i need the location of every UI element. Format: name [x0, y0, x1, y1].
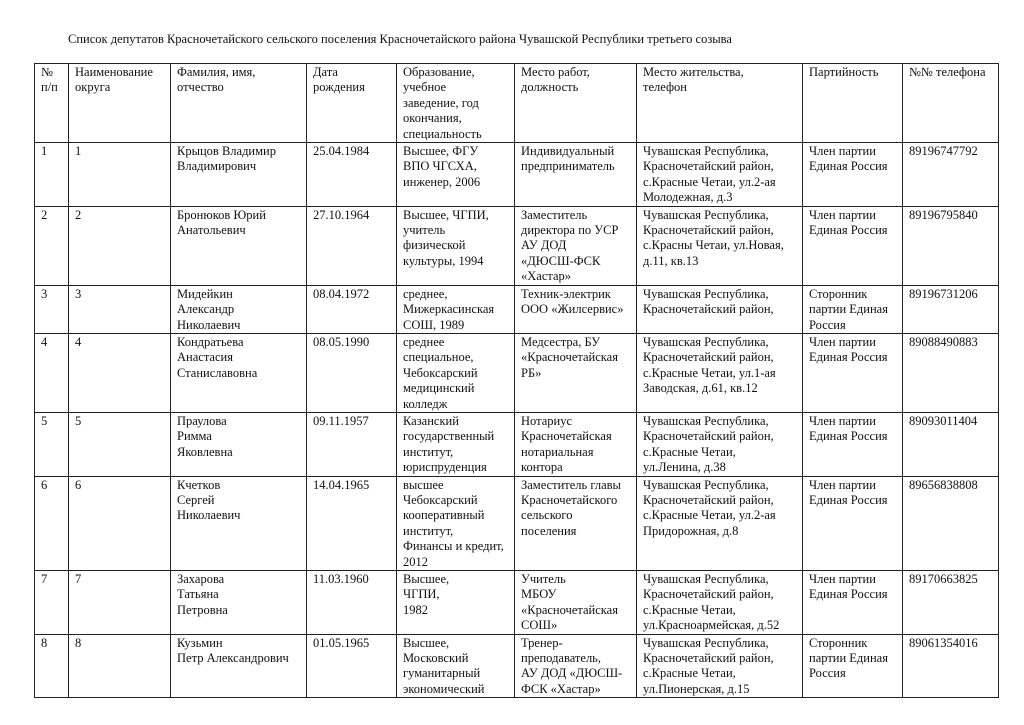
cell-residence: Чувашская Республика, Красночетайский район, с.Красные Четаи, ул.2-ая Придорожная, д.8 [637, 476, 803, 570]
cell-phone: 89061354016 [903, 634, 999, 698]
cell-residence: Чувашская Республика, Красночетайский район, с.Красные Четаи, ул.1-ая Заводская, д.61, кв.12 [637, 333, 803, 412]
header-district: Наименование округа [69, 64, 171, 143]
cell-full-name: Кондратьева Анастасия Станиславовна [171, 333, 307, 412]
table-row [35, 285, 999, 333]
cell-full-name: Крыцов Владимир Владимирович [171, 143, 307, 207]
cell-birth-date: 08.05.1990 [307, 333, 397, 412]
cell-district: 8 [69, 634, 171, 698]
cell-party: Член партии Единая Россия [803, 571, 903, 635]
cell-birth-date: 01.05.1965 [307, 634, 397, 698]
cell-full-name: Кузьмин Петр Александрович [171, 634, 307, 698]
cell-residence: Чувашская Республика, Красночетайский район, с.Красны Четаи, ул.Новая, д.11, кв.13 [637, 206, 803, 285]
cell-workplace: Медсестра, БУ «Красночетайская РБ» [515, 333, 637, 412]
cell-district: 2 [69, 206, 171, 285]
cell-full-name: Кчетков Сергей Николаевич [171, 476, 307, 570]
cell-number: 7 [35, 571, 69, 635]
cell-district: 1 [69, 143, 171, 207]
cell-full-name: Бронюков Юрий Анатольевич [171, 206, 307, 285]
cell-workplace: Учитель МБОУ «Красночетайская СОШ» [515, 571, 637, 635]
cell-education: среднее, Мижеркасинская СОШ, 1989 [397, 285, 515, 333]
cell-phone: 89170663825 [903, 571, 999, 635]
table-row [35, 333, 999, 412]
cell-number: 5 [35, 412, 69, 476]
cell-workplace: Заместитель директора по УСР АУ ДОД «ДЮСШ-ФСК «Хастар» [515, 206, 637, 285]
cell-number: 3 [35, 285, 69, 333]
cell-district: 5 [69, 412, 171, 476]
table-row [35, 143, 999, 207]
cell-full-name: Захарова Татьяна Петровна [171, 571, 307, 635]
cell-number: 2 [35, 206, 69, 285]
cell-workplace: Нотариус Красночетайская нотариальная контора [515, 412, 637, 476]
table-row [35, 571, 999, 635]
cell-workplace: Техник-электрик ООО «Жилсервис» [515, 285, 637, 333]
cell-party: Член партии Единая Россия [803, 412, 903, 476]
cell-residence: Чувашская Республика, Красночетайский район, с.Красные Четаи, ул.Ленина, д.38 [637, 412, 803, 476]
cell-party: Член партии Единая Россия [803, 206, 903, 285]
cell-residence: Чувашская Республика, Красночетайский район, с.Красные Четаи, ул.Красноармейская, д.52 [637, 571, 803, 635]
cell-education: высшее Чебоксарский кооперативный институт, Финансы и кредит, 2012 [397, 476, 515, 570]
header-party: Партийность [803, 64, 903, 143]
cell-party: Член партии Единая Россия [803, 143, 903, 207]
table-row [35, 476, 999, 570]
table-row [35, 634, 999, 698]
cell-full-name: Мидейкин Александр Николаевич [171, 285, 307, 333]
header-number: № п/п [35, 64, 69, 143]
cell-education: Высшее, Московский гуманитарный экономический [397, 634, 515, 698]
header-education: Образование, учебное заведение, год окончания, специальность [397, 64, 515, 143]
cell-party: Член партии Единая Россия [803, 476, 903, 570]
cell-phone: 89196731206 [903, 285, 999, 333]
cell-number: 6 [35, 476, 69, 570]
cell-district: 6 [69, 476, 171, 570]
deputies-table [34, 63, 999, 698]
cell-number: 1 [35, 143, 69, 207]
cell-phone: 89656838808 [903, 476, 999, 570]
cell-education: Высшее, ЧГПИ, учитель физической культуры, 1994 [397, 206, 515, 285]
header-residence: Место жительства, телефон [637, 64, 803, 143]
header-birth-date: Дата рождения [307, 64, 397, 143]
cell-party: Сторонник партии Единая Россия [803, 285, 903, 333]
cell-residence: Чувашская Республика, Красночетайский район, с.Красные Четаи, ул.2-ая Молодежная, д.3 [637, 143, 803, 207]
cell-workplace: Тренер- преподаватель, АУ ДОД «ДЮСШ- ФСК «Хастар» [515, 634, 637, 698]
header-workplace: Место работ, должность [515, 64, 637, 143]
header-phone: №№ телефона [903, 64, 999, 143]
cell-party: Член партии Единая Россия [803, 333, 903, 412]
cell-phone: 89196795840 [903, 206, 999, 285]
cell-phone: 89196747792 [903, 143, 999, 207]
cell-birth-date: 09.11.1957 [307, 412, 397, 476]
cell-district: 4 [69, 333, 171, 412]
cell-full-name: Праулова Римма Яковлевна [171, 412, 307, 476]
cell-workplace: Заместитель главы Красночетайского сельского поселения [515, 476, 637, 570]
header-full-name: Фамилия, имя, отчество [171, 64, 307, 143]
cell-number: 8 [35, 634, 69, 698]
cell-birth-date: 08.04.1972 [307, 285, 397, 333]
cell-phone: 89088490883 [903, 333, 999, 412]
cell-education: среднее специальное, Чебоксарский медицинский колледж [397, 333, 515, 412]
cell-birth-date: 27.10.1964 [307, 206, 397, 285]
cell-birth-date: 25.04.1984 [307, 143, 397, 207]
cell-birth-date: 14.04.1965 [307, 476, 397, 570]
cell-party: Сторонник партии Единая Россия [803, 634, 903, 698]
document-title: Список депутатов Красночетайского сельского поселения Красночетайского района Чувашской Республики третьего созыва [68, 32, 732, 46]
cell-education: Казанский государственный институт, юриспруденция [397, 412, 515, 476]
cell-education: Высшее, ЧГПИ, 1982 [397, 571, 515, 635]
cell-number: 4 [35, 333, 69, 412]
table-row [35, 206, 999, 285]
cell-district: 7 [69, 571, 171, 635]
cell-birth-date: 11.03.1960 [307, 571, 397, 635]
cell-residence: Чувашская Республика, Красночетайский район, [637, 285, 803, 333]
deputies-table-container [34, 63, 998, 696]
cell-education: Высшее, ФГУ ВПО ЧГСХА, инженер, 2006 [397, 143, 515, 207]
cell-phone: 89093011404 [903, 412, 999, 476]
table-header-row [35, 64, 999, 143]
table-row [35, 412, 999, 476]
cell-residence: Чувашская Республика, Красночетайский район, с.Красные Четаи, ул.Пионерская, д.15 [637, 634, 803, 698]
cell-workplace: Индивидуальный предприниматель [515, 143, 637, 207]
cell-district: 3 [69, 285, 171, 333]
